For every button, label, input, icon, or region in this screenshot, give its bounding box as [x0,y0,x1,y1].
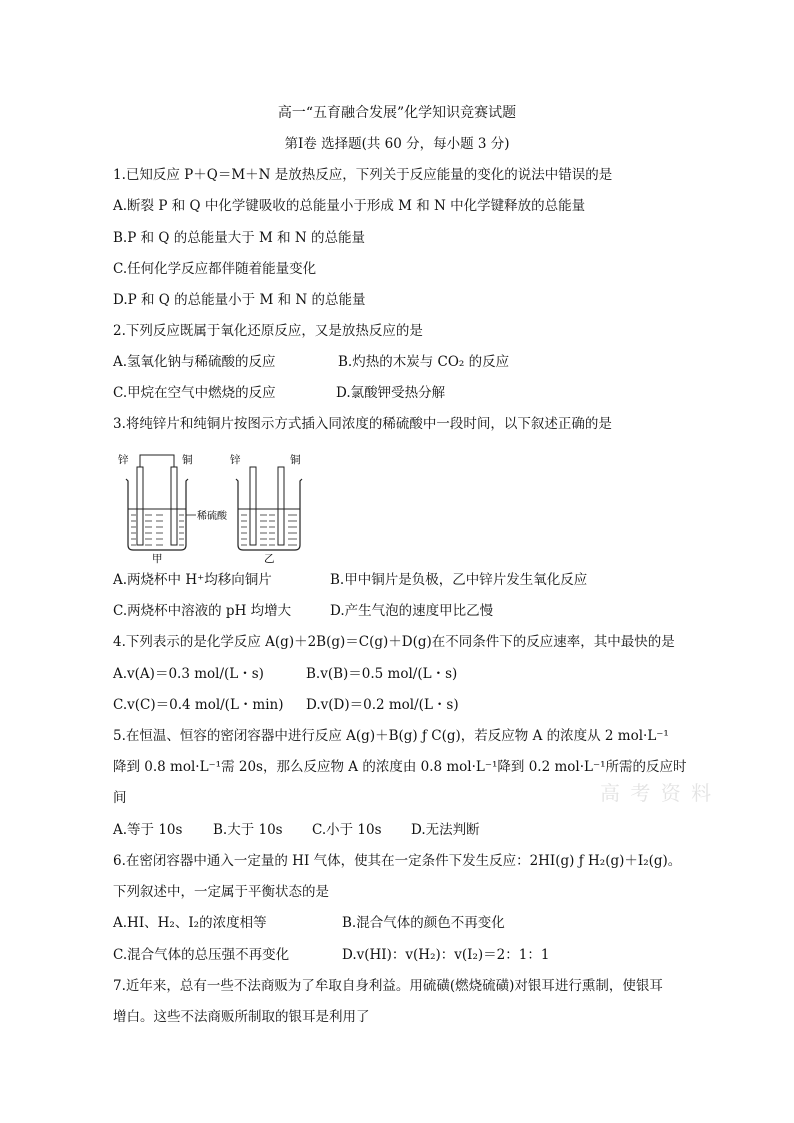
question-1-option-a: A.断裂 P 和 Q 中化学键吸收的总能量小于形成 M 和 N 中化学键释放的总能量 [113,198,586,214]
question-2-stem: 2.下列反应既属于氧化还原反应，又是放热反应的是 [113,323,423,339]
question-6-option-b: B.混合气体的颜色不再变化 [342,915,505,931]
question-4-option-b: B.v(B)＝0.5 mol/(L・s) [306,666,458,682]
question-5-option-b: B.大于 10s [213,822,283,838]
section-title: 第Ⅰ卷 选择题(共 60 分，每小题 3 分) [284,136,510,152]
question-4-stem: 4.下列表示的是化学反应 A(g)＋2B(g)＝C(g)＋D(g)在不同条件下的反应速率，其中最快的是 [113,634,675,650]
question-2-option-a: A.氢氧化钠与稀硫酸的反应 [113,354,276,370]
question-3-option-b: B.甲中铜片是负极，乙中锌片发生氧化反应 [330,572,588,588]
question-1-option-d: D.P 和 Q 的总能量小于 M 和 N 的总能量 [113,292,366,308]
watermark-text: 高 考 资 料 [600,781,714,805]
question-3-option-c: C.两烧杯中溶液的 pH 均增大 [113,603,292,619]
question-4-option-d: D.v(D)＝0.2 mol/(L・s) [306,697,459,713]
left-copper-label: 铜 [182,454,193,466]
question-3-option-a: A.两烧杯中 H⁺均移向铜片 [113,572,272,588]
question-5-stem-line-2: 降到 0.8 mol·L⁻¹需 20s，那么反应物 A 的浓度由 0.8 mol·L⁻¹降到 0.2 mol·L⁻¹所需的反应时 [113,759,687,775]
question-7-stem-line-1: 7.近年来，总有一些不法商贩为了牟取自身利益。用硫磺(燃烧硫磺)对银耳进行熏制，使银耳 [113,978,663,994]
beaker-jia [118,453,228,565]
question-2-option-b: B.灼热的木炭与 CO₂ 的反应 [338,354,510,370]
question-3-option-d: D.产生气泡的速度甲比乙慢 [330,603,494,619]
right-copper-label: 铜 [290,454,301,466]
beaker-figure [112,449,322,565]
question-6-option-d: D.v(HI)：v(H₂)：v(I₂)＝2：1：1 [342,947,550,963]
question-6-option-c: C.混合气体的总压强不再变化 [113,947,290,963]
question-4-option-c: C.v(C)＝0.4 mol/(L・min) [113,697,284,713]
beaker-yi [230,453,302,565]
right-copper-plate [278,467,284,545]
question-1-option-b: B.P 和 Q 的总能量大于 M 和 N 的总能量 [113,230,366,246]
question-1-stem: 1.已知反应 P＋Q＝M＋N 是放热反应，下列关于反应能量的变化的说法中错误的是 [113,167,613,183]
question-1-option-c: C.任何化学反应都伴随着能量变化 [113,261,317,277]
question-5-option-c: C.小于 10s [312,822,382,838]
question-5-stem-line-3: 间 [113,790,127,806]
question-2-option-c: C.甲烷在空气中燃烧的反应 [113,385,276,401]
left-beaker-caption: 甲 [152,553,163,565]
left-zinc-label: 锌 [118,454,129,466]
page-title: 高一“五育融合发展”化学知识竞赛试题 [277,105,517,121]
acid-label: 稀硫酸 [197,511,227,522]
left-zinc-plate [137,467,143,545]
question-5-option-a: A.等于 10s [113,822,183,838]
question-6-stem-line-1: 6.在密闭容器中通入一定量的 HI 气体，使其在一定条件下发生反应：2HI(g) ƒ H₂(g)＋I₂(g)。 [113,853,682,869]
question-2-option-d: D.氯酸钾受热分解 [336,385,446,401]
left-copper-plate [171,467,177,545]
question-5-option-d: D.无法判断 [411,822,480,838]
right-zinc-plate [250,467,256,545]
right-beaker-caption: 乙 [264,553,275,565]
question-7-stem-line-2: 增白。这些不法商贩所制取的银耳是利用了 [113,1009,370,1025]
right-zinc-label: 锌 [230,454,241,466]
question-3-stem: 3.将纯锌片和纯铜片按图示方式插入同浓度的稀硫酸中一段时间，以下叙述正确的是 [113,416,612,432]
question-4-option-a: A.v(A)＝0.3 mol/(L・s) [113,666,264,682]
question-5-stem-line-1: 5.在恒温、恒容的密闭容器中进行反应 A(g)＋B(g) ƒ C(g)，若反应物 A 的浓度从 2 mol·L⁻¹ [113,728,669,744]
question-6-option-a: A.HI、H₂、I₂的浓度相等 [113,915,267,931]
question-6-stem-line-2: 下列叙述中，一定属于平衡状态的是 [113,884,329,900]
